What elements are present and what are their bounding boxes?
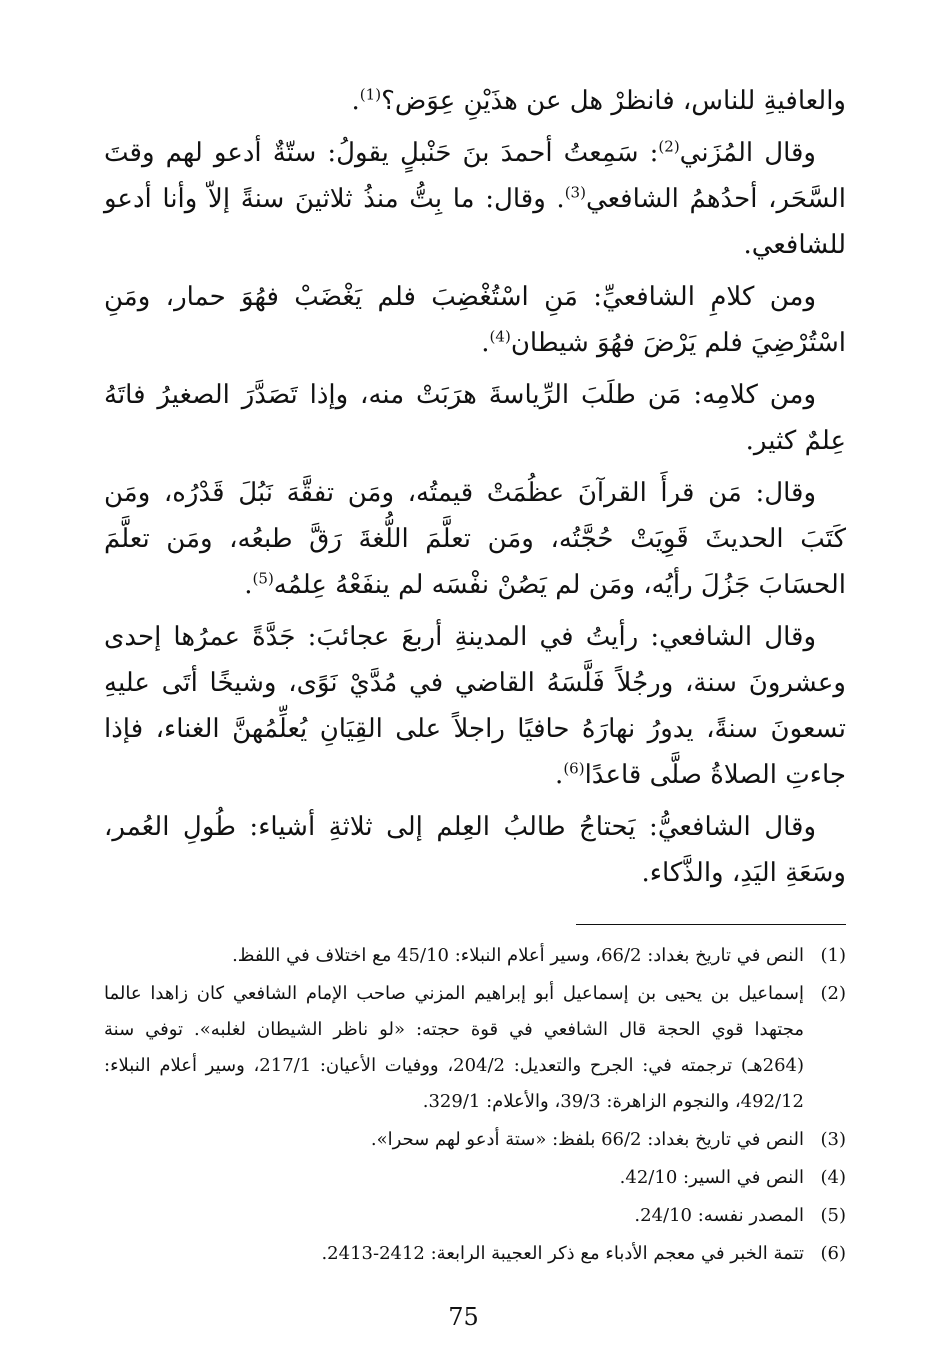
footnote-number: (6) (820, 1243, 846, 1264)
footnote-ref: (2) (658, 137, 680, 156)
paragraph-text: وقال الشافعي: رأيتُ في المدينةِ أربعَ عجائبَ: جَدَّةً عمرُها إحدى وعشرونَ سنة، ورجُلاً فَلَّسَهُ القاضي في مُدَّيْ نَوًى، وشيخًا أتَى عليهِ تسعونَ سنةً، يدورُ نهارَهُ حافيًا راجلاً على القِيَانِ يُعلِّمُهنَّ الغناء، فإذا جاءتِ الصلاةُ صلَّى قاعدًا (104, 622, 846, 790)
paragraph-text-continued: : سَمِعتُ أحمدَ بنَ حَنْبلٍ يقولُ: ستّةٌ أدعو لهم وقتَ السَّحَر، أحدُهمُ الشافعي (104, 138, 846, 214)
footnote-number: (5) (820, 1205, 846, 1226)
paragraph-end: . (481, 328, 490, 358)
footnote-text: المصدر نفسه: 24/10. (634, 1205, 804, 1226)
footnote-item (104, 976, 846, 1120)
paragraph-end: . (555, 760, 564, 790)
footnote-number: (2) (820, 983, 846, 1004)
footnote-ref: (5) (252, 569, 274, 588)
footnote-item (104, 1122, 846, 1158)
footnote-ref: (3) (564, 183, 586, 202)
footnote-ref: (1) (359, 85, 382, 104)
paragraph-text: ومن كلامِ الشافعيِّ: مَنِ اسْتُغْضِبَ فلم يَغْضَبْ فهُوَ حمار، ومَنِ اسْتُرْضِيَ فلم يَرْضَ فهُوَ شيطان (104, 282, 846, 358)
paragraph-text: وقال: مَن قرأَ القرآنَ عظُمَتْ قيمتُه، ومَن تفقَّهَ نَبُلَ قَدْرُه، ومَن كَتَبَ الحديثَ قَوِيَتْ حُجَّتُه، ومَن تعلَّمَ اللُّغةَ رَقَّ طبعُه، ومَن تعلَّمَ الحسَابَ جَزُلَ رأيُه، ومَن لم يَصُنْ نفْسَه لم ينفَعْهُ عِلمُه (104, 478, 846, 600)
footnote-number: (4) (820, 1167, 846, 1188)
paragraph-text: وقال الشافعيُّ: يَحتاجُ طالبُ العِلم إلى ثلاثةِ أشياء: طُولِ العُمر، وسَعَةِ اليَدِ، والذَّكاء. (104, 812, 846, 888)
footnote-text: النص في السير: 42/10. (619, 1167, 804, 1188)
footnote-text: تتمة الخبر في معجم الأدباء مع ذكر العجيبة الرابعة: 2412-2413. (321, 1243, 804, 1264)
paragraph-end: . (244, 570, 253, 600)
footnote-text: النص في تاريخ بغداد: 66/2، وسير أعلام النبلاء: 45/10 مع اختلاف في اللفظ. (232, 945, 804, 966)
footnote-item (104, 1236, 846, 1272)
footnote-text: النص في تاريخ بغداد: 66/2 بلفظ: «ستة أدعو لهم سحرا». (370, 1129, 804, 1150)
paragraph-text: وقال المُزَني (679, 138, 816, 168)
paragraph-text: ومن كلامِه: مَن طلَبَ الرِّياسةَ هرَبَتْ منه، وإذا تَصَدَّرَ الصغيرُ فاتَهُ عِلمٌ كثير. (104, 380, 846, 456)
footnote-area (104, 0, 846, 1346)
paragraph-end: . وقال: ما بِتُّ منذُ ثلاثينَ سنةً إلاّ وأنا أدعو للشافعي. (104, 184, 846, 260)
footnote-item (104, 1160, 846, 1196)
footnote-number: (1) (820, 945, 846, 966)
footnote-number: (3) (820, 1129, 846, 1150)
footnotes-list (104, 938, 846, 1272)
footnote-item (104, 938, 846, 974)
footnote-ref: (4) (489, 327, 511, 346)
footnote-item (104, 1198, 846, 1234)
footnote-ref: (6) (563, 759, 585, 778)
paragraph-end: . (351, 86, 360, 116)
paragraph-text: والعافيةِ للناس، فانظرْ هل عن هذَيْنِ عِوَض؟ (381, 86, 846, 116)
page-number: 75 (448, 1303, 479, 1331)
footnote-divider (576, 924, 846, 925)
footnote-text: إسماعيل بن يحيى بن إسماعيل أبو إبراهيم المزني صاحب الإمام الشافعي كان زاهدا عالما مجتهدا قوي الحجة قال الشافعي في قوة حجته: «لو ناظر الشيطان لغلبه». توفي سنة (264هـ) ترجمته في: الجرح والتعديل: 204/2، ووفيات الأعيان: 217/1، وسير أعلام النبلاء: 492/12، والنجوم الزاهرة: 39/3، والأعلام: 329/1. (104, 983, 805, 1112)
